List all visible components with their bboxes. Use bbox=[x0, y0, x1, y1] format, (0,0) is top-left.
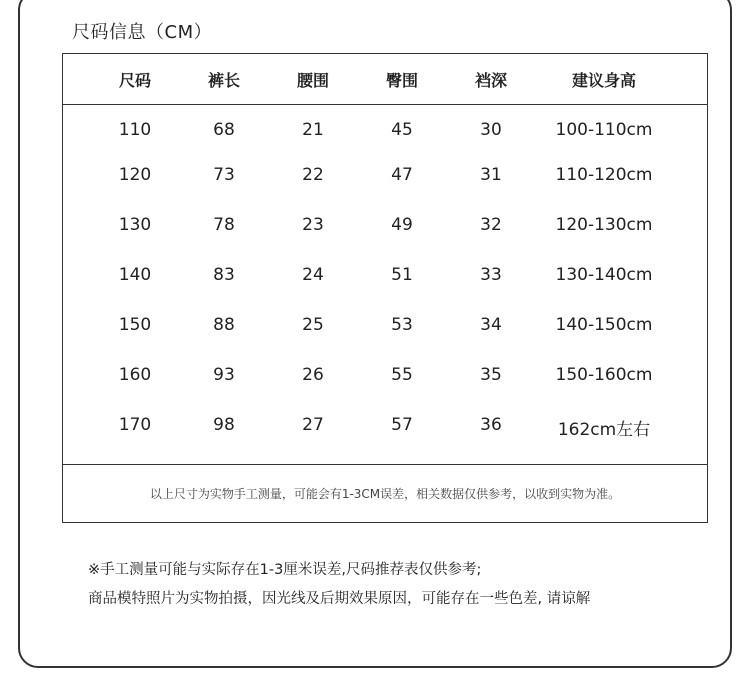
note-divider bbox=[63, 464, 707, 465]
cell-size: 120 bbox=[118, 165, 152, 185]
cell-waist: 21 bbox=[302, 120, 324, 140]
header-recommended-height: 建议身高 bbox=[571, 71, 637, 90]
table-row bbox=[63, 315, 707, 339]
table-row bbox=[63, 365, 707, 389]
cell-hip: 55 bbox=[391, 365, 413, 385]
cell-recommended-height: 162cm左右 bbox=[557, 420, 651, 440]
cell-crotch-depth: 31 bbox=[480, 165, 502, 185]
cell-recommended-height: 110-120cm bbox=[555, 165, 653, 185]
footnote-color-difference: 商品模特照片为实物拍摄，因光线及后期效果原因，可能存在一些色差, 请谅解 bbox=[88, 591, 591, 607]
cell-size: 150 bbox=[118, 315, 152, 335]
cell-hip: 51 bbox=[391, 265, 413, 285]
cell-pants-length: 73 bbox=[213, 165, 235, 185]
cell-pants-length: 93 bbox=[213, 365, 235, 385]
cell-pants-length: 98 bbox=[213, 415, 235, 435]
cell-waist: 24 bbox=[302, 265, 324, 285]
cell-recommended-height: 150-160cm bbox=[555, 365, 653, 385]
cell-hip: 47 bbox=[391, 165, 413, 185]
cell-pants-length: 78 bbox=[213, 215, 235, 235]
cell-crotch-depth: 34 bbox=[480, 315, 502, 335]
table-row bbox=[63, 415, 707, 439]
cell-hip: 49 bbox=[391, 215, 413, 235]
cell-recommended-height: 100-110cm bbox=[555, 120, 653, 140]
cell-size: 140 bbox=[118, 265, 152, 285]
cell-size: 130 bbox=[118, 215, 152, 235]
cell-size: 160 bbox=[118, 365, 152, 385]
header-hip: 臀围 bbox=[385, 71, 419, 90]
cell-hip: 53 bbox=[391, 315, 413, 335]
cell-recommended-height: 130-140cm bbox=[555, 265, 653, 285]
footnote-measurement: ※手工测量可能与实际存在1-3厘米误差,尺码推荐表仅供参考; bbox=[88, 562, 482, 578]
cell-recommended-height: 120-130cm bbox=[555, 215, 653, 235]
cell-size: 170 bbox=[118, 415, 152, 435]
cell-pants-length: 68 bbox=[213, 120, 235, 140]
header-pants-length: 裤长 bbox=[207, 71, 241, 90]
cell-hip: 57 bbox=[391, 415, 413, 435]
cell-waist: 27 bbox=[302, 415, 324, 435]
table-header-row bbox=[63, 54, 707, 105]
table-row bbox=[63, 165, 707, 189]
cell-crotch-depth: 32 bbox=[480, 215, 502, 235]
cell-hip: 45 bbox=[391, 120, 413, 140]
cell-crotch-depth: 30 bbox=[480, 120, 502, 140]
cell-pants-length: 83 bbox=[213, 265, 235, 285]
cell-size: 110 bbox=[118, 120, 152, 140]
cell-waist: 25 bbox=[302, 315, 324, 335]
cell-crotch-depth: 35 bbox=[480, 365, 502, 385]
header-size: 尺码 bbox=[118, 71, 152, 90]
table-note: 以上尺寸为实物手工测量，可能会有1-3CM误差，相关数据仅供参考，以收到实物为准。 bbox=[149, 487, 621, 501]
header-waist: 腰围 bbox=[296, 71, 330, 90]
cell-waist: 22 bbox=[302, 165, 324, 185]
table-row bbox=[63, 120, 707, 144]
cell-crotch-depth: 36 bbox=[480, 415, 502, 435]
cell-recommended-height: 140-150cm bbox=[555, 315, 653, 335]
header-crotch-depth: 裆深 bbox=[474, 71, 508, 90]
size-table bbox=[62, 53, 708, 523]
cell-crotch-depth: 33 bbox=[480, 265, 502, 285]
cell-waist: 23 bbox=[302, 215, 324, 235]
table-row bbox=[63, 265, 707, 289]
cell-waist: 26 bbox=[302, 365, 324, 385]
section-title: 尺码信息（CM） bbox=[72, 22, 213, 43]
table-row bbox=[63, 215, 707, 239]
cell-pants-length: 88 bbox=[213, 315, 235, 335]
